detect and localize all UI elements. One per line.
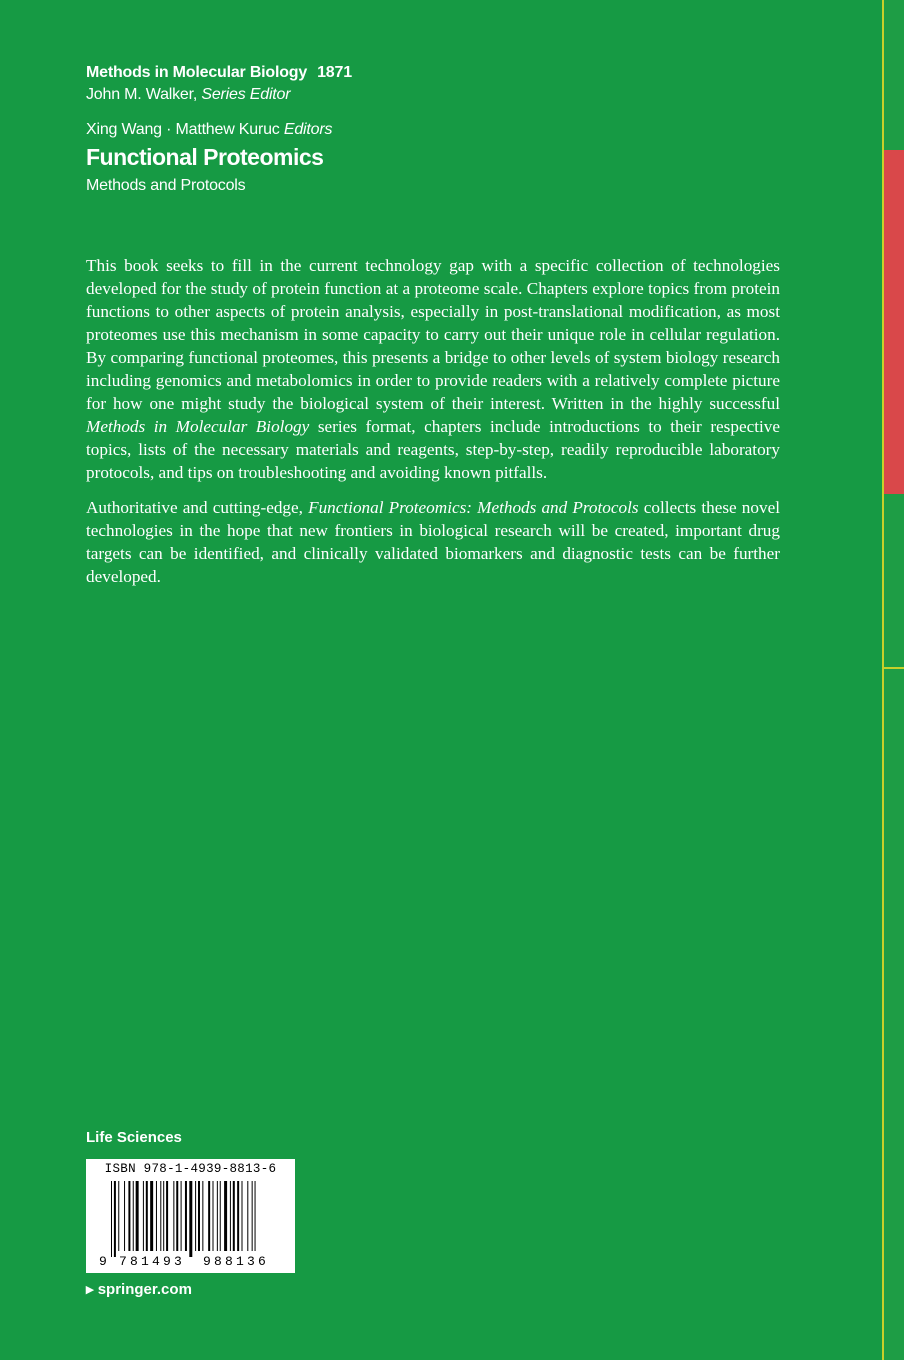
barcode-digit-prefix: 9 [99,1254,107,1269]
barcode-bar [237,1181,239,1251]
barcode-bar [233,1181,235,1251]
barcode-bar [185,1181,187,1251]
barcode-bar [242,1181,243,1251]
barcode-bar [198,1181,200,1251]
series-editor-line [86,86,352,104]
editors-line [86,121,352,139]
barcode-bar [163,1181,164,1251]
barcode-bar [230,1181,231,1251]
barcode-bar [118,1181,119,1251]
barcode-icon [97,1181,285,1269]
series-title: Methods in Molecular Biology [86,64,308,81]
cover-header [86,64,352,195]
barcode-bar [111,1181,112,1257]
description-text: series format, chapters include introductions to their respective topics, lists of the necessary materials and reagents, step-by-step, readily reproducible laboratory protocols, and tips on troubleshooting and avoiding known pitfalls. [86,417,780,482]
barcode-bar [114,1181,116,1257]
barcode-bar [124,1181,125,1251]
barcode-bar [181,1181,182,1251]
barcode-bar [217,1181,218,1251]
isbn-label: ISBN 978-1-4939-8813-6 [104,1162,277,1176]
barcode-bar [136,1181,139,1251]
barcode-bar [189,1181,192,1257]
description-text: Authoritative and cutting-edge, [86,498,309,517]
subject-category: Life Sciences [86,1129,182,1146]
barcode-bar [166,1181,168,1251]
barcode-bar [255,1181,256,1251]
barcode-bar [176,1181,178,1251]
arrow-right-icon: ▸ [86,1281,94,1298]
barcode-bar [143,1181,144,1251]
barcode-bar [133,1181,134,1251]
title-reference: Functional Proteomics: Methods and Protocols [308,498,639,517]
barcode-bar [173,1181,174,1251]
book-description [86,254,780,600]
description-paragraph-1 [86,254,780,484]
springer-url: springer.com [97,1281,192,1298]
series-editor-name: John M. Walker, [86,86,198,103]
series-number: 1871 [317,64,352,81]
barcode-digit-left: 781493 [119,1254,186,1269]
series-reference: Methods in Molecular Biology [86,417,310,436]
book-subtitle: Methods and Protocols [86,177,246,194]
description-text: This book seeks to fill in the current technology gap with a specific collection of technologies developed for the study of protein function at a proteome scale. Chapters explore topics from protein functions to other aspects of protein analysis, especially in post-translational modification, as most proteomes use this mechanism in some capacity to carry out their unique role in cellular regulation. By comparing functional proteomes, this presents a bridge to other levels of system biology research including genomics and metabolomics in order to provide readers with a relatively complete picture for how one might study the biological system of their interest. Written in the highly successful [86,256,780,413]
series-line [86,64,352,82]
barcode-bar [195,1181,196,1251]
barcode-bar [220,1181,221,1251]
barcode-bar [160,1181,161,1251]
barcode-digit-right: 988136 [203,1254,270,1269]
barcode-bar [208,1181,210,1251]
isbn-barcode-box [86,1159,295,1273]
barcode-bar [252,1181,253,1251]
barcode-bar [247,1181,248,1251]
barcode-bar [156,1181,157,1251]
description-text: collects these novel technologies in the hope that new frontiers in biological research will be created, important drug targets can be identified, and clinically validated biomarkers and diagnostic tests can be further developed. [86,498,780,586]
series-editor-role: Series Editor [201,86,291,103]
spine-red-band [884,150,904,494]
springer-link[interactable] [86,1280,192,1298]
editors-names: Xing Wang · Matthew Kuruc [86,121,280,138]
barcode-bar [213,1181,214,1251]
barcode-bar [202,1181,203,1251]
barcode-bar [146,1181,148,1251]
book-title: Functional Proteomics [86,144,324,170]
description-paragraph-2 [86,496,780,588]
editors-role: Editors [283,121,333,138]
barcode-bar [150,1181,153,1251]
barcode-bar [128,1181,130,1251]
barcode-bar [224,1181,227,1251]
spine-separator [884,667,904,669]
